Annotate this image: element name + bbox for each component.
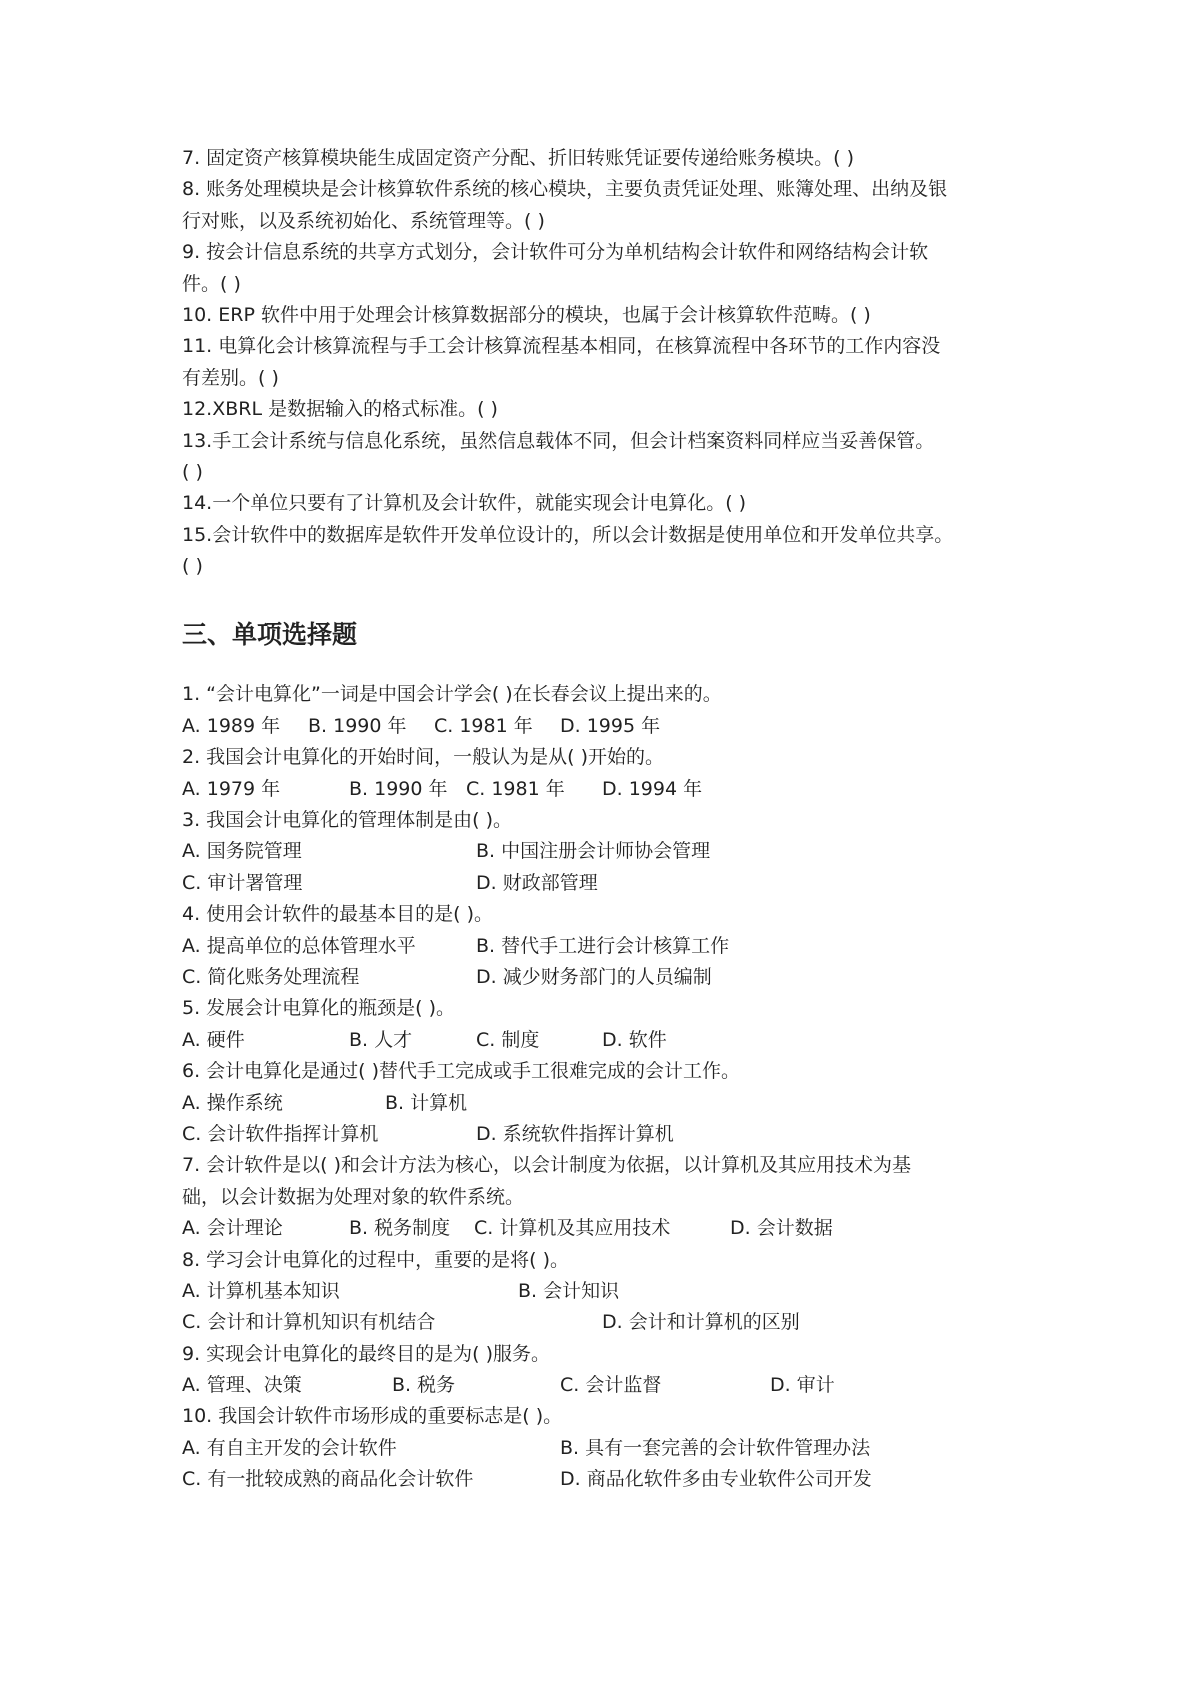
option-c: C. 1981 年 (466, 777, 565, 800)
option-d: D. 会计数据 (730, 1217, 833, 1240)
question-10: 10. 我国会计软件市场形成的重要标志是( )。 (182, 1405, 563, 1428)
judgement-15-line-1: 15.会计软件中的数据库是软件开发单位设计的，所以会计数据是使用单位和开发单位共享。 (182, 523, 954, 546)
question-2: 2. 我国会计电算化的开始时间，一般认为是从( )开始的。 (182, 746, 665, 769)
options-row (182, 1433, 1022, 1464)
option-c: C. 审计署管理 (182, 871, 303, 894)
judgement-9-line-2: 件。( ) (182, 272, 241, 295)
question-1: 1. “会计电算化”一词是中国会计学会( )在长春会议上提出来的。 (182, 683, 722, 706)
option-c: C. 会计软件指挥计算机 (182, 1122, 379, 1145)
option-d: D. 1994 年 (602, 777, 703, 800)
option-d: D. 商品化软件多由专业软件公司开发 (560, 1468, 872, 1491)
option-a: A. 提高单位的总体管理水平 (182, 934, 416, 957)
judgement-section (182, 143, 1022, 582)
option-a: A. 有自主开发的会计软件 (182, 1436, 397, 1459)
question-9: 9. 实现会计电算化的最终目的是为( )服务。 (182, 1342, 551, 1365)
options-row (182, 774, 1022, 805)
judgement-13-line-1: 13.手工会计系统与信息化系统，虽然信息载体不同，但会计档案资料同样应当妥善保管。 (182, 429, 935, 452)
question-5: 5. 发展会计电算化的瓶颈是( )。 (182, 997, 456, 1020)
judgement-7-line-1: 7. 固定资产核算模块能生成固定资产分配、折旧转账凭证要传递给账务模块。( ) (182, 147, 855, 169)
option-d: D. 审计 (770, 1374, 835, 1397)
options-row (182, 868, 1022, 899)
options-row (182, 1088, 1022, 1119)
question-7: 7. 会计软件是以( )和会计方法为核心，以会计制度为依据，以计算机及其应用技术为基 (182, 1154, 912, 1177)
option-a: A. 操作系统 (182, 1091, 283, 1114)
judgement-15-line-2: ( ) (182, 555, 203, 578)
judgement-11-line-2: 有差别。( ) (182, 366, 279, 389)
option-b: B. 税务制度 (349, 1217, 451, 1240)
judgement-12-line-1: 12.XBRL 是数据输入的格式标准。( ) (182, 398, 498, 421)
question-7-continued: 础，以会计数据为处理对象的软件系统。 (182, 1185, 525, 1208)
option-c: C. 会计和计算机知识有机结合 (182, 1311, 436, 1334)
option-a: A. 1989 年 (182, 714, 281, 737)
option-a: A. 国务院管理 (182, 840, 302, 863)
option-c: C. 1981 年 (434, 714, 533, 737)
question-6: 6. 会计电算化是通过( )替代手工完成或手工很难完成的会计工作。 (182, 1060, 741, 1083)
question-4: 4. 使用会计软件的最基本目的是( )。 (182, 903, 494, 926)
multiple-choice-section (182, 679, 1022, 1495)
options-row (182, 711, 1022, 742)
options-row (182, 1213, 1022, 1244)
judgement-11-line-1: 11. 电算化会计核算流程与手工会计核算流程基本相同，在核算流程中各环节的工作内容没 (182, 335, 941, 358)
option-c: C. 会计监督 (560, 1374, 662, 1397)
judgement-8-line-1: 8. 账务处理模块是会计核算软件系统的核心模块，主要负责凭证处理、账簿处理、出纳及银 (182, 178, 948, 201)
options-row (182, 1370, 1022, 1401)
option-b: B. 人才 (349, 1028, 413, 1051)
question-3: 3. 我国会计电算化的管理体制是由( )。 (182, 809, 513, 832)
option-c: C. 制度 (476, 1028, 540, 1051)
option-b: B. 1990 年 (308, 714, 407, 737)
options-row (182, 1464, 1022, 1495)
option-b: B. 会计知识 (518, 1279, 620, 1302)
option-a: A. 硬件 (182, 1028, 245, 1051)
judgement-9-line-1: 9. 按会计信息系统的共享方式划分，会计软件可分为单机结构会计软件和网络结构会计软 (182, 241, 929, 264)
option-d: D. 会计和计算机的区别 (602, 1311, 800, 1334)
question-8: 8. 学习会计电算化的过程中，重要的是将( )。 (182, 1248, 570, 1271)
document-content (182, 143, 1022, 1496)
options-row (182, 962, 1022, 993)
option-d: D. 系统软件指挥计算机 (476, 1122, 674, 1145)
option-c: C. 计算机及其应用技术 (474, 1217, 671, 1240)
option-d: D. 减少财务部门的人员编制 (476, 965, 712, 988)
options-row (182, 836, 1022, 867)
option-d: D. 1995 年 (560, 714, 661, 737)
options-row (182, 1307, 1022, 1338)
option-a: A. 计算机基本知识 (182, 1279, 340, 1302)
option-a: A. 管理、决策 (182, 1374, 302, 1397)
option-a: A. 1979 年 (182, 777, 281, 800)
options-row (182, 1025, 1022, 1056)
option-b: B. 具有一套完善的会计软件管理办法 (560, 1436, 871, 1459)
option-d: D. 软件 (602, 1028, 667, 1051)
options-row (182, 1276, 1022, 1307)
judgement-14-line-1: 14.一个单位只要有了计算机及会计软件，就能实现会计电算化。( ) (182, 492, 747, 515)
option-c: C. 简化账务处理流程 (182, 965, 360, 988)
option-b: B. 替代手工进行会计核算工作 (476, 934, 730, 957)
judgement-10-line-1: 10. ERP 软件中用于处理会计核算数据部分的模块，也属于会计核算软件范畴。( ) (182, 303, 871, 326)
options-row (182, 1119, 1022, 1150)
option-a: A. 会计理论 (182, 1217, 283, 1240)
options-row (182, 931, 1022, 962)
option-b: B. 1990 年 (349, 777, 448, 800)
section-title: 三、单项选择题 (182, 620, 358, 650)
option-b: B. 中国注册会计师协会管理 (476, 840, 711, 863)
option-b: B. 税务 (392, 1374, 456, 1397)
judgement-8-line-2: 行对账，以及系统初始化、系统管理等。( ) (182, 209, 545, 232)
judgement-13-line-2: ( ) (182, 460, 203, 483)
option-c: C. 有一批较成熟的商品化会计软件 (182, 1468, 474, 1491)
option-d: D. 财政部管理 (476, 871, 598, 894)
option-b: B. 计算机 (385, 1091, 468, 1114)
